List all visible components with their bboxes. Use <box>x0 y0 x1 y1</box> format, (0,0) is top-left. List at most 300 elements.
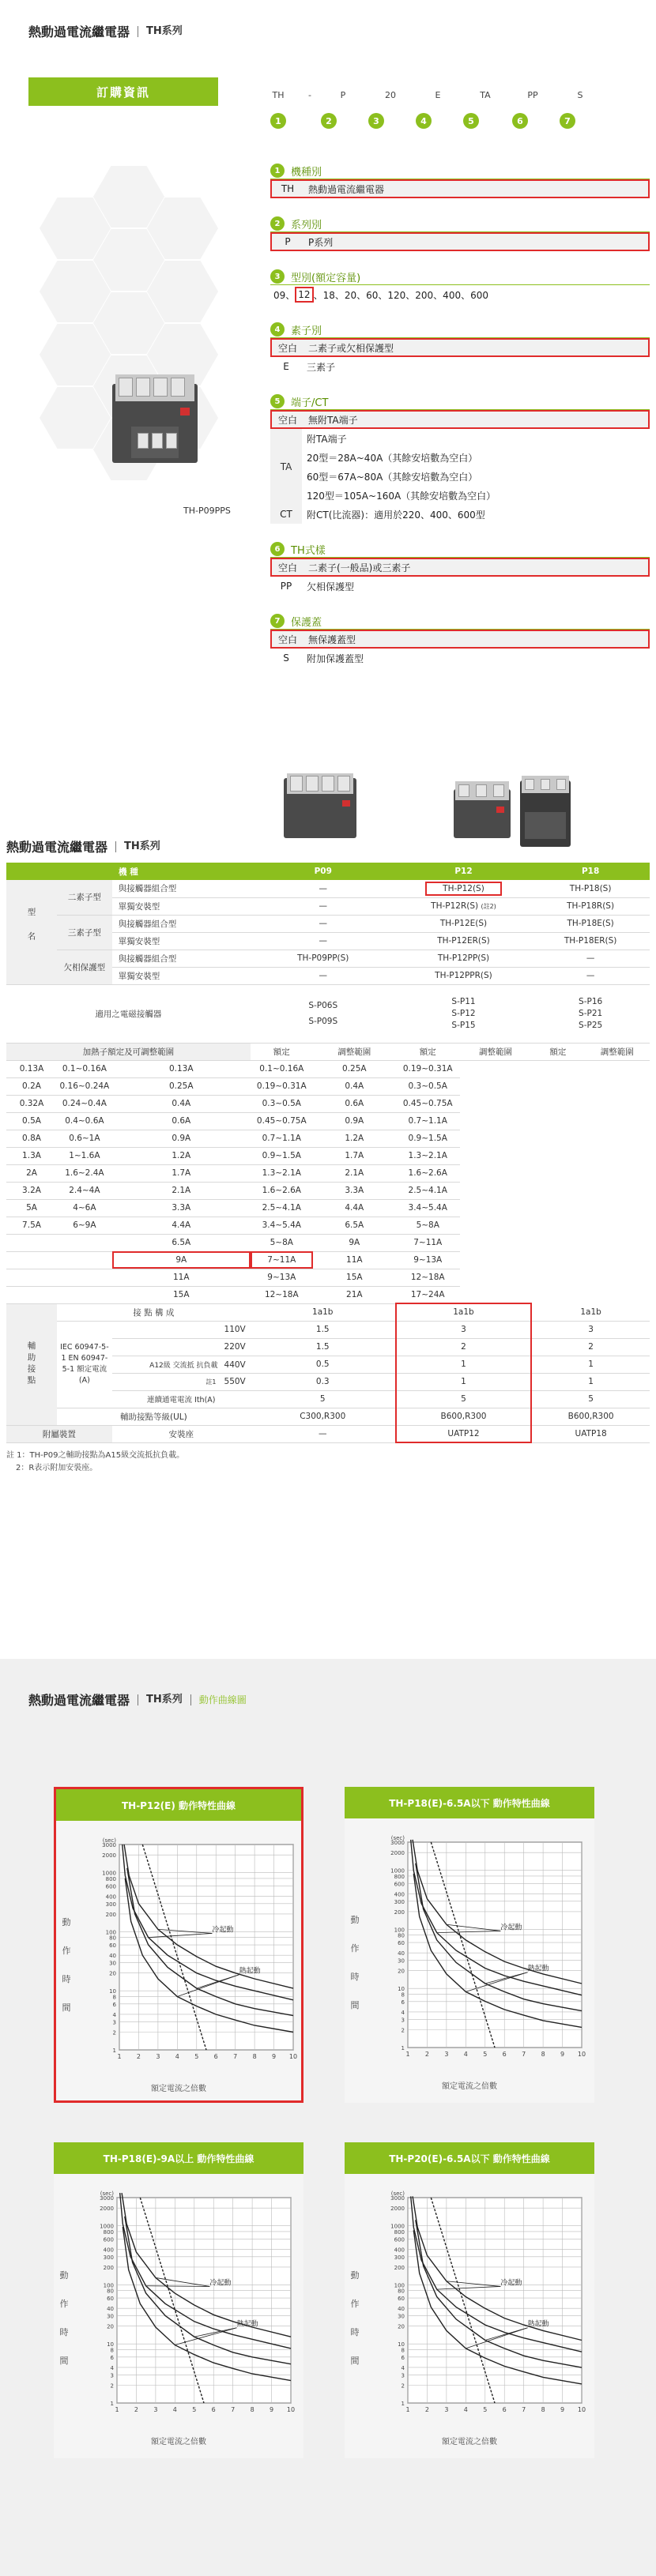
curve-xlabel: 額定電流之倍數 <box>442 2438 497 2446</box>
contactor-row <box>6 984 650 1043</box>
option-row <box>302 429 650 448</box>
thermal-label: 連續通電電流 Ith(A) <box>112 1390 251 1408</box>
category-title: 系列別 <box>291 219 322 231</box>
curve-ylabel-char: 時 <box>59 2327 69 2337</box>
range-cell: 0.25A <box>112 1077 251 1095</box>
curve-panel <box>54 2142 303 2458</box>
curve-ytick: 3 <box>401 2017 405 2024</box>
curve-ylabel-char: 時 <box>62 1974 71 1984</box>
option-value: 附CT(比流器)：適用於220、400、600型 <box>307 509 485 521</box>
group-name: 三素子型 <box>57 915 112 950</box>
curve-ytick: 800 <box>105 1875 116 1882</box>
cell-p12: 3 <box>396 1321 531 1338</box>
category-4 <box>270 322 650 376</box>
range-row <box>6 1060 650 1077</box>
category-num: 2 <box>270 216 285 231</box>
range-cell: 1.7A <box>313 1147 396 1164</box>
range-cell: 0.4A <box>313 1077 396 1095</box>
curve-xtick: 10 <box>577 2051 586 2058</box>
curve-xtick: 8 <box>252 2053 257 2060</box>
curve-ylabel-char: 動 <box>59 2270 69 2281</box>
curve-ytick: 600 <box>394 2236 405 2243</box>
cell-p18: 5 <box>531 1390 650 1408</box>
cell-p12: 1a1b <box>396 1303 531 1321</box>
range-cell: 0.4A <box>112 1095 251 1112</box>
cell-p12: TH-P12E(S) <box>396 915 531 932</box>
code-num: 6 <box>512 113 528 129</box>
code-num: 7 <box>560 113 575 129</box>
curve-ytick: 60 <box>107 2296 114 2303</box>
curve-xtick: 6 <box>502 2406 507 2413</box>
option-key: 空白 <box>277 414 297 426</box>
combo-label: 單獨安裝型 <box>112 967 251 984</box>
combo-label: 單獨安裝型 <box>112 897 251 915</box>
combo-label: 與接觸器組合型 <box>112 880 251 897</box>
range-cell <box>57 1251 112 1269</box>
cell-p18: 1 <box>531 1356 650 1373</box>
head-model: 機 種 <box>6 863 251 880</box>
curve-ytick: 1000 <box>100 2223 114 2230</box>
range-cell: 1.6~2.6A <box>251 1182 313 1199</box>
curve-ytick: 100 <box>105 1929 116 1936</box>
curve-xtick: 7 <box>522 2051 526 2058</box>
curve-ytick: 40 <box>398 2306 405 2313</box>
capacity-row <box>270 285 650 304</box>
range-cell: 0.6A <box>313 1095 396 1112</box>
range-cell: 5~8A <box>396 1217 460 1234</box>
curves-subtitle: 動作曲線圖 <box>190 1694 247 1705</box>
cell-p18: — <box>531 967 650 984</box>
page-title: 熱動過電流繼電器 <box>28 24 130 39</box>
curve-xtick: 7 <box>522 2406 526 2413</box>
curve-ytick: 2 <box>112 2029 116 2036</box>
aux-label: 輔助接點 <box>6 1303 57 1425</box>
range-row <box>6 1182 650 1199</box>
curves-header <box>28 1690 247 1709</box>
cell-p09: — <box>251 897 396 915</box>
curve-xtick: 8 <box>250 2406 254 2413</box>
cell-p09: 0.3 <box>251 1373 396 1390</box>
cell-p09: 1.5 <box>251 1321 396 1338</box>
curve-ytick: 1 <box>401 2401 405 2407</box>
range-cell: 1~1.6A <box>57 1147 112 1164</box>
curve-ytick: 20 <box>109 1970 116 1977</box>
option-row <box>302 486 650 505</box>
range-cell: 1.3~2.1A <box>251 1164 313 1182</box>
curve-ylabel-char: 動 <box>350 1915 360 1925</box>
curve-ylabel-char: 時 <box>350 1972 360 1982</box>
option-row <box>302 467 650 486</box>
curve-ytick: 8 <box>110 2347 114 2354</box>
range-cell: 4.4A <box>313 1199 396 1217</box>
cell-p12: TH-P12R(S) (註2) <box>396 897 531 915</box>
curve-ytick: 30 <box>398 2313 405 2320</box>
hot-start-annotation: 熱起動 <box>527 2320 549 2329</box>
category-num: 5 <box>270 394 285 408</box>
range-cell: 9~13A <box>396 1251 460 1269</box>
range-cell: 17~24A <box>396 1286 460 1303</box>
product-photo-p09 <box>281 770 360 841</box>
range-cell: 5~8A <box>251 1234 313 1251</box>
product-photo-p12 <box>451 778 514 841</box>
range-body <box>6 1060 650 1303</box>
code-seg: P <box>340 90 346 100</box>
curve-ytick: 80 <box>109 1935 116 1942</box>
curve-xtick: 3 <box>153 2406 158 2413</box>
range-cell: 3.4~5.4A <box>251 1217 313 1234</box>
curve-ytick: 300 <box>103 2254 114 2261</box>
range-cell: 21A <box>313 1286 396 1303</box>
curve-ytick: 6 <box>401 2354 405 2361</box>
spec-notes <box>6 1450 650 1475</box>
range-cell: 0.19~0.31A <box>396 1060 460 1077</box>
cell-p09: — <box>251 932 396 950</box>
curve-xtick: 1 <box>115 2406 119 2413</box>
curve-ytick: 100 <box>103 2282 114 2289</box>
code-num: 2 <box>321 113 337 129</box>
range-cell: 2.1A <box>112 1182 251 1199</box>
cold-start-annotation: 冷起動 <box>500 1924 522 1932</box>
cell-p18: 3 <box>531 1321 650 1338</box>
code-seg: TH <box>272 90 285 100</box>
category-num: 3 <box>270 269 285 284</box>
option-key: E <box>283 361 289 372</box>
cell-p09: — <box>251 880 396 897</box>
curve-ytick: 4 <box>401 2009 405 2016</box>
curve-panel <box>345 2142 594 2458</box>
curve-ytick: 8 <box>112 1994 116 2001</box>
range-cell: 2.4~4A <box>57 1182 112 1199</box>
curve-ytick: 30 <box>107 2313 114 2320</box>
code-seg: PP <box>527 90 538 100</box>
spec-table <box>6 863 650 1443</box>
category-num: 6 <box>270 542 285 556</box>
code-numbers <box>270 113 579 130</box>
curve-ytick: 100 <box>394 2282 405 2289</box>
range-cell <box>57 1286 112 1303</box>
range-cell: 0.9~1.5A <box>396 1130 460 1147</box>
curve-ytick: 30 <box>109 1960 116 1967</box>
range-cell: 2.5~4.1A <box>251 1199 313 1217</box>
curve-xtick: 2 <box>136 2053 141 2060</box>
cell-p18: TH-P18ER(S) <box>531 932 650 950</box>
cell-p12: TH-P12(S) <box>396 880 531 897</box>
curves-series: TH系列 <box>138 1694 183 1705</box>
range-cell: 3.4~5.4A <box>396 1199 460 1217</box>
range-sub: 調整範圍 <box>460 1043 532 1060</box>
option-row <box>270 179 650 198</box>
cell-p18: TH-P18R(S) <box>531 897 650 915</box>
cell-p12: 5 <box>396 1390 531 1408</box>
cell-p12: B600,R300 <box>396 1408 531 1425</box>
curve-ylabel-char: 時 <box>350 2327 360 2337</box>
curve-ytick: 8 <box>401 1991 405 1999</box>
cell-p12: 1 <box>396 1356 531 1373</box>
range-row <box>6 1269 650 1286</box>
range-cell: 0.6~1A <box>57 1130 112 1147</box>
range-cell: 0.1~0.16A <box>251 1060 313 1077</box>
curve-chart <box>81 2183 294 2428</box>
curve-ytick: (sec) <box>100 2191 114 2197</box>
curve-ytick: 8 <box>401 2347 405 2354</box>
curve-xtick: 9 <box>270 2406 274 2413</box>
option-key: 空白 <box>277 562 297 573</box>
option-row <box>270 577 650 596</box>
cell-p09: TH-P09PP(S) <box>251 950 396 967</box>
curve-ytick: 2 <box>401 2382 405 2390</box>
option-value: 二素子(一般品)或三素子 <box>308 562 411 573</box>
curve-ytick: (sec) <box>390 1835 405 1841</box>
range-cell: 6.5A <box>313 1217 396 1234</box>
cell-p18: UATP18 <box>531 1425 650 1442</box>
category-num: 4 <box>270 322 285 337</box>
cover-label: 安裝座 <box>112 1425 251 1442</box>
curve-xlabel: 額定電流之倍數 <box>151 2085 206 2093</box>
contactor-label: 適用之電磁接觸器 <box>6 984 251 1043</box>
curve-ytick: 1 <box>401 2045 405 2051</box>
head-p18: P18 <box>531 863 650 880</box>
range-row <box>6 1217 650 1234</box>
range-label: 加熱子額定及可調整範圍 <box>6 1043 251 1060</box>
curve-xtick: 5 <box>483 2406 488 2413</box>
option-key: TH <box>281 183 295 194</box>
range-sub: 額定 <box>531 1043 584 1060</box>
range-sub: 調整範圍 <box>584 1043 650 1060</box>
voltage-cell: 110V <box>112 1321 251 1338</box>
curve-ytick: 3000 <box>100 2195 114 2202</box>
table-row <box>6 880 650 897</box>
range-cell: 4~6A <box>57 1199 112 1217</box>
range-cell <box>6 1234 57 1251</box>
range-cell: 15A <box>313 1269 396 1286</box>
range-cell: 0.9A <box>313 1112 396 1130</box>
cell-p12: TH-P12ER(S) <box>396 932 531 950</box>
category-5 <box>270 393 650 524</box>
range-cell: 0.7~1.1A <box>251 1130 313 1147</box>
curve-ytick: (sec) <box>102 1837 116 1844</box>
option-value: 二素子或欠相保護型 <box>308 342 394 354</box>
curve-ytick: 80 <box>398 2288 405 2295</box>
cell-p09: C300,R300 <box>251 1408 396 1425</box>
curve-xtick: 10 <box>577 2406 586 2413</box>
option-key: S <box>283 652 289 664</box>
range-cell: 11A <box>112 1269 251 1286</box>
range-cell: 0.3~0.5A <box>251 1095 313 1112</box>
curve-ytick: 300 <box>105 1901 116 1908</box>
cell-p09: — <box>251 1425 396 1442</box>
curve-panel-title: TH-P18(E)-9A以上 動作特性曲線 <box>54 2142 303 2174</box>
curve-ylabel-char: 作 <box>59 2299 69 2309</box>
category-num: 7 <box>270 614 285 628</box>
range-cell: 1.6~2.6A <box>396 1164 460 1182</box>
cell-p18: B600,R300 <box>531 1408 650 1425</box>
spec-series: TH系列 <box>115 841 160 852</box>
type-label: 型名 <box>6 880 57 984</box>
range-cell: 1.2A <box>313 1130 396 1147</box>
curve-xtick: 4 <box>463 2406 468 2413</box>
cell-p09: 1.5 <box>251 1338 396 1356</box>
curve-xtick: 9 <box>560 2051 565 2058</box>
option-value: P系列 <box>308 236 334 248</box>
page-header <box>28 22 183 40</box>
cold-start-annotation: 冷起動 <box>209 2279 232 2288</box>
curve-ytick: 3000 <box>102 1842 116 1848</box>
range-row <box>6 1147 650 1164</box>
range-cell <box>6 1286 57 1303</box>
curve-chart <box>371 2183 585 2428</box>
voltage-cell: 220V <box>112 1338 251 1356</box>
ta-key: TA <box>270 429 302 505</box>
curve-plot-area <box>119 1845 293 2050</box>
cell-p12: 2 <box>396 1338 531 1356</box>
range-cell: 0.45~0.75A <box>251 1112 313 1130</box>
curve-ytick: 400 <box>105 1893 116 1901</box>
range-cell: 0.6A <box>112 1112 251 1130</box>
curve-panel <box>345 1787 594 2103</box>
curve-xtick: 5 <box>192 2406 197 2413</box>
curve-xtick: 2 <box>134 2406 138 2413</box>
curve-ytick: 60 <box>398 2296 405 2303</box>
curve-xtick: 1 <box>117 2053 122 2060</box>
curve-xtick: 4 <box>463 2051 468 2058</box>
code-num: 5 <box>463 113 479 129</box>
range-row <box>6 1077 650 1095</box>
curve-ytick: 10 <box>398 2341 405 2348</box>
range-sub: 調整範圍 <box>313 1043 396 1060</box>
ta-group <box>270 429 650 505</box>
range-cell: 0.8A <box>6 1130 57 1147</box>
contactor-p18: S-P16 S-P21 S-P25 <box>531 984 650 1043</box>
range-cell: 1.7A <box>112 1164 251 1182</box>
cell-p09: — <box>251 967 396 984</box>
code-seg: S <box>577 90 583 100</box>
hot-start-annotation: 熱起動 <box>239 1967 261 1976</box>
cell-p09: 5 <box>251 1390 396 1408</box>
curve-xtick: 7 <box>231 2406 236 2413</box>
code-segments <box>262 90 610 100</box>
curve-ytick: 20 <box>398 2323 405 2330</box>
option-row <box>270 232 650 251</box>
curve-ytick: 1000 <box>390 2223 405 2230</box>
curve-ytick: 800 <box>394 1873 405 1880</box>
range-row <box>6 1234 650 1251</box>
curve-xtick: 4 <box>175 2053 179 2060</box>
range-cell: 7~11A <box>396 1234 460 1251</box>
curve-ytick: (sec) <box>390 2191 405 2197</box>
range-cell: 7~11A <box>251 1251 313 1269</box>
range-cell: 9A <box>112 1251 251 1269</box>
cell-p18: 1a1b <box>531 1303 650 1321</box>
curve-ytick: 2000 <box>100 2206 114 2213</box>
contactor-p09: S-P06S S-P09S <box>251 984 396 1043</box>
ul-label: 輔助接點等級(UL) <box>57 1408 251 1425</box>
curve-chart <box>371 1828 585 2073</box>
curve-ytick: 10 <box>107 2341 114 2348</box>
range-cell: 12~18A <box>396 1269 460 1286</box>
category-title: 機種別 <box>291 166 322 179</box>
range-row <box>6 1199 650 1217</box>
category-title: 素子別 <box>291 325 322 337</box>
range-cell: 6.5A <box>112 1234 251 1251</box>
voltage-cell: A12級 交流抵 抗負載 440V <box>112 1356 251 1373</box>
range-cell: 3.2A <box>6 1182 57 1199</box>
spec-title: 熱動過電流繼電器 <box>6 840 108 855</box>
range-cell: 2.5~4.1A <box>396 1182 460 1199</box>
capacity-prefix: 09、 <box>273 289 296 301</box>
curve-ytick: 4 <box>112 2011 116 2018</box>
curve-xtick: 2 <box>424 2406 429 2413</box>
code-seg: 20 <box>385 90 396 100</box>
curve-ytick: 60 <box>398 1940 405 1947</box>
code-num: 4 <box>416 113 432 129</box>
range-cell: 0.2A <box>6 1077 57 1095</box>
option-row <box>302 448 650 467</box>
curve-ytick: 20 <box>398 1968 405 1975</box>
voltage-row <box>6 1321 650 1338</box>
curve-ytick: 200 <box>394 2264 405 2271</box>
acc-label: 附屬裝置 <box>6 1425 112 1442</box>
combo-label: 與接觸器組合型 <box>112 915 251 932</box>
group-name: 二素子型 <box>57 880 112 915</box>
category-title: TH式樣 <box>291 544 326 557</box>
hot-start-annotation: 熱起動 <box>527 1965 549 1973</box>
option-row <box>270 630 650 649</box>
curve-ytick: 4 <box>110 2364 114 2371</box>
curve-ytick: 3000 <box>390 1840 405 1846</box>
range-subhead <box>6 1043 650 1060</box>
curve-ytick: 600 <box>103 2236 114 2243</box>
curve-ylabel-char: 動 <box>350 2270 360 2281</box>
cell-p12: UATP12 <box>396 1425 531 1442</box>
curve-plot-area <box>117 2198 291 2403</box>
curve-ylabel-char: 間 <box>62 2003 71 2013</box>
cold-start-annotation: 冷起動 <box>212 1926 234 1935</box>
curve-xtick: 3 <box>444 2051 449 2058</box>
curve-ytick: 6 <box>110 2354 114 2361</box>
range-cell: 7.5A <box>6 1217 57 1234</box>
category-7 <box>270 613 650 668</box>
combo-label: 單獨安裝型 <box>112 932 251 950</box>
curve-ytick: 2000 <box>390 2206 405 2213</box>
option-key: 空白 <box>277 634 297 645</box>
curve-xtick: 5 <box>194 2053 199 2060</box>
curve-ytick: 400 <box>394 1891 405 1898</box>
curve-ytick: 400 <box>394 2247 405 2254</box>
option-value: 120型＝105A~160A（其餘安培數為空白） <box>307 490 496 502</box>
code-seg: E <box>435 90 441 100</box>
head-p09: P09 <box>251 863 396 880</box>
range-cell: 0.4~0.6A <box>57 1112 112 1130</box>
curve-ytick: 1 <box>110 2401 114 2407</box>
curve-ytick: 40 <box>398 1950 405 1957</box>
category-2 <box>270 216 650 251</box>
option-value: 三素子 <box>307 361 336 373</box>
range-cell <box>57 1234 112 1251</box>
relay-product-image <box>107 371 202 474</box>
curve-ytick: 3 <box>401 2372 405 2379</box>
range-cell: 3.3A <box>112 1199 251 1217</box>
ul-row <box>6 1408 650 1425</box>
curve-ytick: 20 <box>107 2323 114 2330</box>
capacity-suffix: 、18、20、60、120、200、400、600 <box>313 289 488 301</box>
category-3 <box>270 269 650 304</box>
group-name: 欠相保護型 <box>57 950 112 984</box>
range-cell: 1.3A <box>6 1147 57 1164</box>
curve-ytick: 30 <box>398 1957 405 1965</box>
curve-ytick: 10 <box>109 1988 116 1995</box>
note: 2：R表示附加安裝座。 <box>16 1464 98 1472</box>
range-cell: 9~13A <box>251 1269 313 1286</box>
